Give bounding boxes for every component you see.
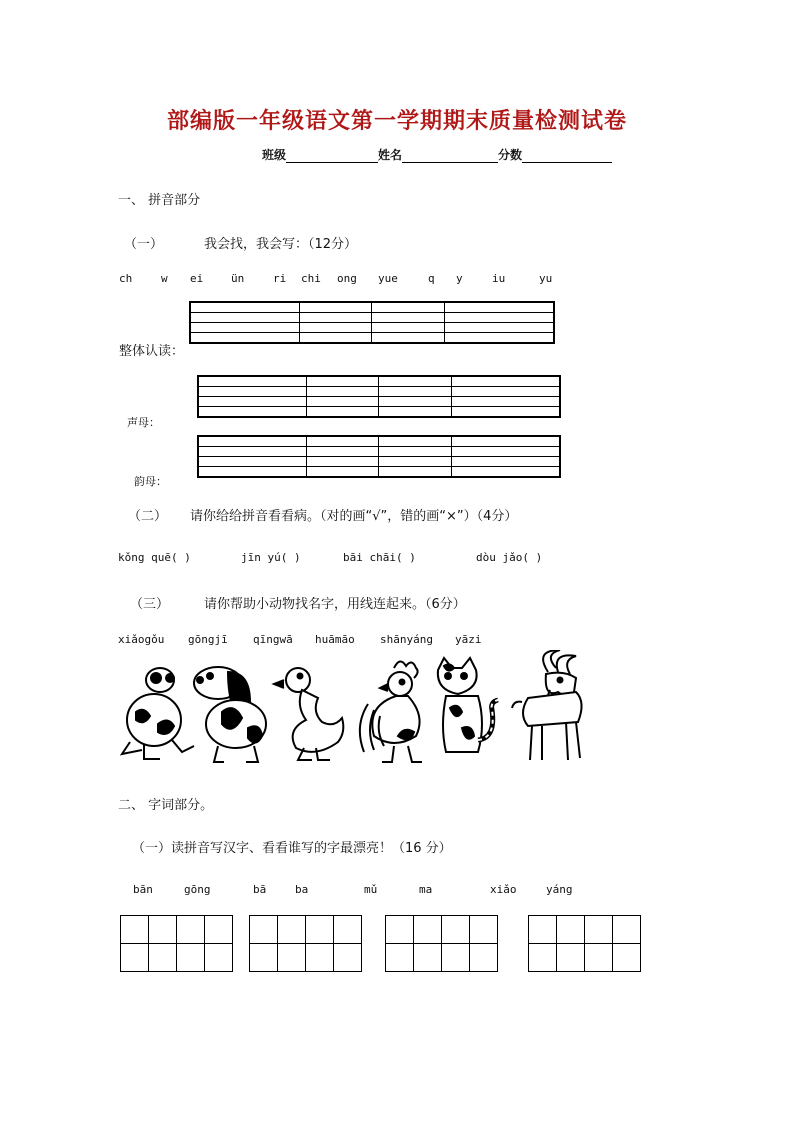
finals-label: 韵母： bbox=[134, 475, 167, 488]
character-writing-grid[interactable] bbox=[528, 915, 641, 972]
class-field[interactable] bbox=[286, 150, 378, 163]
part2-heading: 二、 字词部分。 bbox=[118, 798, 214, 813]
animal-name[interactable]: shānyáng bbox=[380, 633, 433, 646]
pinyin-check-item[interactable]: bāi chāi( ) bbox=[343, 551, 416, 564]
pinyin-check-item[interactable]: kǒng quē( ) bbox=[118, 551, 191, 564]
pinyin-prompt: gōng bbox=[184, 883, 211, 896]
animal-name[interactable]: gōngjī bbox=[188, 633, 228, 646]
character-writing-grid[interactable] bbox=[120, 915, 233, 972]
pinyin-item: w bbox=[161, 272, 168, 285]
score-label: 分数 bbox=[498, 148, 523, 162]
pinyin-check-item[interactable]: jīn yú( ) bbox=[241, 551, 301, 564]
animal-name[interactable]: xiǎogǒu bbox=[118, 633, 165, 646]
cat-icon[interactable] bbox=[438, 658, 498, 752]
name-label: 姓名 bbox=[378, 148, 403, 162]
dog-icon[interactable] bbox=[194, 667, 266, 762]
part1-heading: 一、 拼音部分 bbox=[118, 193, 201, 208]
whole-syllable-writing-grid[interactable] bbox=[189, 301, 555, 344]
initials-label: 声母： bbox=[127, 416, 160, 429]
q2-instruction: 请你给给拼音看看病。（对的画“√”，错的画“×”）（4分） bbox=[190, 509, 518, 524]
rooster-icon[interactable] bbox=[360, 661, 422, 762]
pinyin-item: iu bbox=[492, 272, 506, 285]
score-field[interactable] bbox=[522, 150, 612, 163]
pinyin-prompt: bā bbox=[253, 883, 267, 896]
animal-name[interactable]: huāmāo bbox=[315, 633, 355, 646]
pinyin-item: ch bbox=[119, 272, 133, 285]
pinyin-prompt: ma bbox=[419, 883, 433, 896]
pinyin-item: ün bbox=[231, 272, 245, 285]
finals-writing-grid[interactable] bbox=[197, 435, 561, 478]
character-writing-grid[interactable] bbox=[385, 915, 498, 972]
whole-syllable-label: 整体认读： bbox=[119, 344, 185, 359]
pinyin-prompt: bān bbox=[133, 883, 153, 896]
pinyin-item: q bbox=[428, 272, 435, 285]
initials-writing-grid[interactable] bbox=[197, 375, 561, 418]
part2-q1-instruction: （一）读拼音写汉字、看看谁写的字最漂亮！（16 分） bbox=[132, 841, 452, 856]
pinyin-prompt: mǔ bbox=[364, 883, 378, 896]
page-title: 部编版一年级语文第一学期期末质量检测试卷 bbox=[166, 108, 627, 134]
character-writing-grid[interactable] bbox=[249, 915, 362, 972]
q2-number: （二） bbox=[128, 509, 168, 524]
q3-instruction: 请你帮助小动物找名字，用线连起来。（6分） bbox=[204, 597, 466, 612]
pinyin-item: ri bbox=[273, 272, 287, 285]
animal-name[interactable]: qīngwā bbox=[253, 633, 293, 646]
pinyin-item: ong bbox=[337, 272, 357, 285]
frog-icon[interactable] bbox=[122, 668, 194, 759]
duck-icon[interactable] bbox=[274, 668, 343, 760]
animal-illustrations bbox=[118, 650, 596, 768]
name-field[interactable] bbox=[402, 150, 498, 163]
pinyin-item: ei bbox=[190, 272, 204, 285]
goat-icon[interactable] bbox=[512, 650, 582, 760]
pinyin-item: yue bbox=[378, 272, 398, 285]
q3-number: （三） bbox=[130, 597, 170, 612]
student-info-line bbox=[262, 146, 612, 163]
pinyin-prompt: ba bbox=[295, 883, 309, 896]
pinyin-item: y bbox=[456, 272, 463, 285]
pinyin-prompt: yáng bbox=[546, 883, 573, 896]
pinyin-check-item[interactable]: dòu jǎo( ) bbox=[476, 551, 543, 564]
pinyin-item: yu bbox=[539, 272, 553, 285]
pinyin-prompt: xiǎo bbox=[490, 883, 517, 896]
q1-number: （一） bbox=[124, 237, 164, 252]
pinyin-item: chi bbox=[301, 272, 321, 285]
q1-instruction: 我会找，我会写：（12分） bbox=[204, 237, 358, 252]
class-label: 班级 bbox=[262, 148, 287, 162]
animal-name[interactable]: yāzi bbox=[455, 633, 482, 646]
